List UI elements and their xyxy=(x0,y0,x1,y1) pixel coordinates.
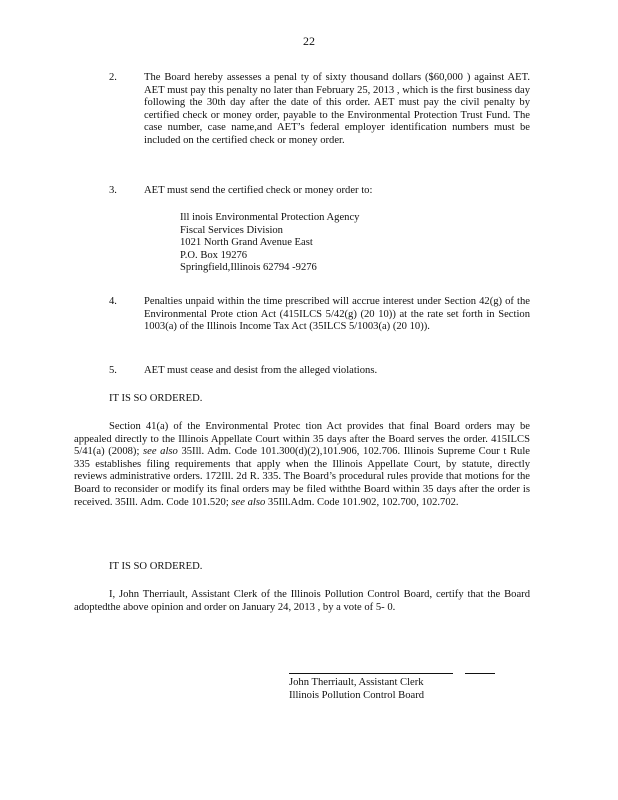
address-line-division: Fiscal Services Division xyxy=(180,224,283,236)
so-ordered-heading: IT IS SO ORDERED. xyxy=(109,393,203,404)
address-line-agency: Ill inois Environmental Protection Agency xyxy=(180,212,360,223)
so-ordered-heading-2: IT IS SO ORDERED. xyxy=(109,561,203,572)
certification-paragraph: I, John Therriault, Assistant Clerk of the Illinois Pollution Control Board, certify that the Board adoptedthe above opinion and order on January 24, 2013 , by a vote of 5- 0. xyxy=(74,589,530,613)
item-3-number: 3. xyxy=(109,185,117,196)
item-5-text: AET must cease and desist from the alleged violations. xyxy=(144,365,378,376)
address-line-street: 1021 North Grand Avenue East xyxy=(180,237,313,249)
item-3-text: AET must send the certified check or money order to: xyxy=(144,185,373,196)
page-number: 22 xyxy=(303,34,315,48)
appeal-paragraph: Section 41(a) of the Environmental Protec tion Act provides that final Board orders may be appealed directly to the Illinois Appellate Court within 35 days after the Board serves the order. 415ILCS 5/41(a) (2008); see also 35Ill. Adm. Code 101.300(d)(2),101.906, 102.706. Illinois Supreme Cour t Rule 335 establishes filing requirements that apply when the Illinois Appellate Court, by statute, directly reviews administrative orders. 172Ill. 2d R. 335. The Board’s procedural rules provide that motions for the Board to reconsider or modify its final orders may be filed withthe Board within 35 days after the order is received. 35Ill. Adm. Code 101.520; see also 35Ill.Adm. Code 101.902, 102.700, 102.702. xyxy=(74,421,530,508)
item-2-number: 2. xyxy=(109,72,117,83)
address-block xyxy=(180,212,359,275)
item-4-text: Penalties unpaid within the time prescribed will accrue interest under Section 42(g) of the Environmental Prote ction Act (415ILCS 5/42(g) (20 10)) at the rate set forth in Section 1003(a) of the Illinois Income Tax Act (35ILCS 5/1003(a) (20 10)). xyxy=(144,296,530,333)
address-line-pobox: P.O. Box 19276 xyxy=(180,249,248,261)
item-2-text: The Board hereby assesses a penal ty of sixty thousand dollars ($60,000 ) against AET. AET must pay this penalty no later than February 25, 2013 , which is the first business day following the 30th day after the date of this order. AET must pay the civil penalty by certified check or money order, payable to the Environmental Protection Trust Fund. The case number, case name,and AET’s federal employer identification numbers must be included on the certified check or money order. xyxy=(144,72,530,146)
address-line-city: Springfield,Illinois 62794 -9276 xyxy=(180,262,317,274)
item-4-number: 4. xyxy=(109,296,117,307)
signature-name: John Therriault, Assistant Clerk xyxy=(289,677,424,688)
signature-org: Illinois Pollution Control Board xyxy=(289,690,425,701)
signature-line-short xyxy=(465,673,495,674)
item-5-number: 5. xyxy=(109,365,117,376)
signature-line xyxy=(289,673,453,674)
